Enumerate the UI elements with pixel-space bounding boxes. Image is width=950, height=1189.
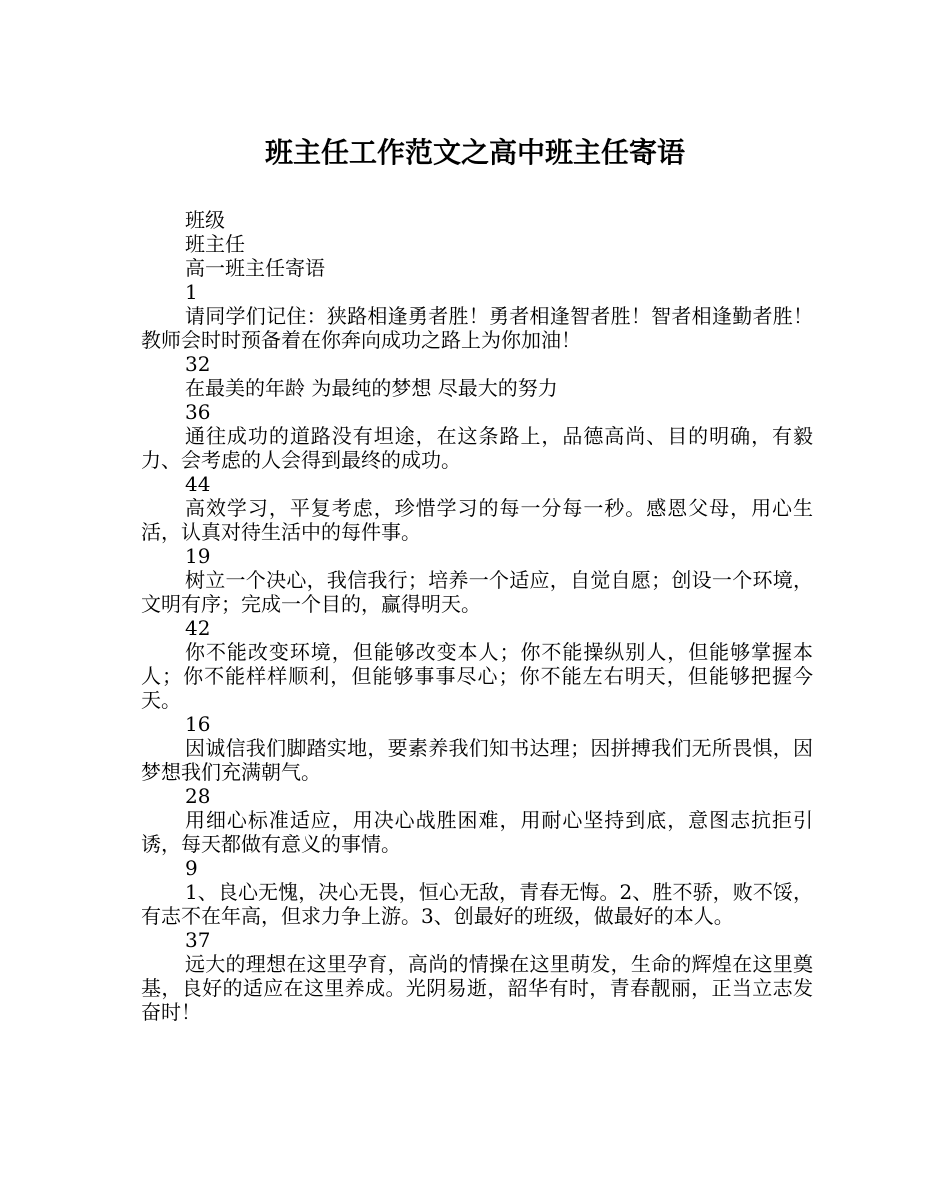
- paragraph: 在最美的年龄 为最纯的梦想 尽最大的努力: [185, 376, 558, 400]
- paragraph: 高效学习，平复考虑，珍惜学习的每一分每一秒。感恩父母，用心生活，认真对待生活中的每件事。: [141, 496, 813, 544]
- paragraph: 因诚信我们脚踏实地，要素养我们知书达理；因拼搏我们无所畏惧，因梦想我们充满朝气。: [141, 736, 813, 784]
- paragraph: 用细心标准适应，用决心战胜困难，用耐心坚持到底，意图志抗拒引诱，每天都做有意义的事情。: [141, 808, 813, 856]
- paragraph: 班级: [185, 208, 225, 232]
- paragraph: 42: [185, 616, 211, 640]
- paragraph: 班主任: [185, 232, 245, 256]
- paragraph: 9: [185, 856, 198, 880]
- paragraph: 你不能改变环境，但能够改变本人；你不能操纵别人，但能够掌握本人；你不能样样顺利，但能够事事尽心；你不能左右明天，但能够把握今天。: [141, 640, 813, 712]
- paragraph: 44: [185, 472, 211, 496]
- paragraph: 请同学们记住：狭路相逢勇者胜！勇者相逢智者胜！智者相逢勤者胜！教师会时时预备着在你奔向成功之路上为你加油！: [141, 304, 813, 352]
- document-body: [141, 208, 813, 1024]
- paragraph: 32: [185, 352, 211, 376]
- paragraph: 19: [185, 544, 211, 568]
- paragraph: 1: [185, 280, 198, 304]
- paragraph: 28: [185, 784, 211, 808]
- paragraph: 通往成功的道路没有坦途，在这条路上，品德高尚、目的明确，有毅力、会考虑的人会得到最终的成功。: [141, 424, 813, 472]
- paragraph: 远大的理想在这里孕育，高尚的情操在这里萌发，生命的辉煌在这里奠基，良好的适应在这里养成。光阴易逝，韶华有时，青春靓丽，正当立志发奋时！: [141, 952, 813, 1024]
- document-title: 班主任工作范文之高中班主任寄语: [264, 136, 685, 169]
- paragraph: 高一班主任寄语: [185, 256, 325, 280]
- paragraph: 树立一个决心，我信我行；培养一个适应，自觉自愿；创设一个环境，文明有序；完成一个目的，赢得明天。: [141, 568, 813, 616]
- paragraph: 1、良心无愧，决心无畏，恒心无敌，青春无悔。2、胜不骄，败不馁，有志不在年高，但求力争上游。3、创最好的班级，做最好的本人。: [141, 880, 813, 928]
- paragraph: 36: [185, 400, 211, 424]
- paragraph: 16: [185, 712, 211, 736]
- paragraph: 37: [185, 928, 211, 952]
